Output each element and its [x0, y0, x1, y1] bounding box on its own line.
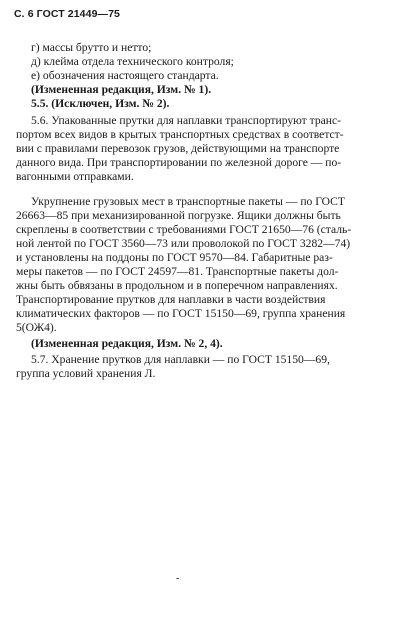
page-header: С. 6 ГОСТ 21449—75	[14, 8, 120, 20]
section-5-6-line-1: 5.6. Упакованные прутки для наплавки транспортируют транс-	[31, 114, 341, 127]
paragraph-packets-line-4: ной лентой по ГОСТ 3560—73 или проволокой по ГОСТ 3282—74)	[16, 237, 351, 250]
paragraph-packets-line-5: и установлены на поддоны по ГОСТ 9570—84. Габаритные раз-	[16, 251, 333, 264]
item-d: д) клейма отдела технического контроля;	[31, 55, 234, 68]
paragraph-packets-line-3: скреплены в соответствии с требованиями ГОСТ 21650—76 (сталь-	[16, 223, 352, 236]
revision-note-1: (Измененная редакция, Изм. № 1).	[31, 83, 212, 96]
section-5-6-line-3: вии с правилами перевозок грузов, действующими на транспорте	[16, 142, 340, 155]
item-e: е) обозначения настоящего стандарта.	[31, 69, 219, 82]
paragraph-packets-line-1: Укрупнение грузовых мест в транспортные пакеты — по ГОСТ	[31, 195, 345, 208]
section-5-6-line-5: вагонными отправками.	[16, 170, 134, 183]
paragraph-packets-line-2: 26663—85 при механизированной погрузке. Ящики должны быть	[16, 209, 341, 222]
paragraph-packets-line-9: климатических факторов — по ГОСТ 15150—69, группа хранения	[16, 307, 346, 320]
paragraph-packets-line-6: меры пакетов — по ГОСТ 24597—81. Транспортные пакеты дол-	[16, 265, 339, 278]
section-5-5: 5.5. (Исключен, Изм. № 2).	[31, 97, 170, 110]
section-5-7-line-2: группа условий хранения Л.	[16, 367, 156, 380]
paragraph-packets-line-8: Транспортирование прутков для наплавки в части воздействия	[16, 293, 326, 306]
section-5-7-line-1: 5.7. Хранение прутков для наплавки — по ГОСТ 15150—69,	[31, 353, 330, 366]
paragraph-packets-line-7: жны быть обвязаны в продольном и в поперечном направлениях.	[16, 279, 338, 292]
paragraph-packets-line-10: 5(ОЖ4).	[16, 321, 57, 334]
item-g: г) массы брутто и нетто;	[31, 41, 152, 54]
revision-note-2: (Измененная редакция, Изм. № 2, 4).	[31, 337, 223, 350]
section-5-6-line-4: данного вида. При транспортировании по железной дороге — по-	[16, 156, 342, 169]
footer-mark: -	[176, 573, 180, 584]
section-5-6-line-2: портом всех видов в крытых транспортных средствах в соответст-	[16, 128, 344, 141]
